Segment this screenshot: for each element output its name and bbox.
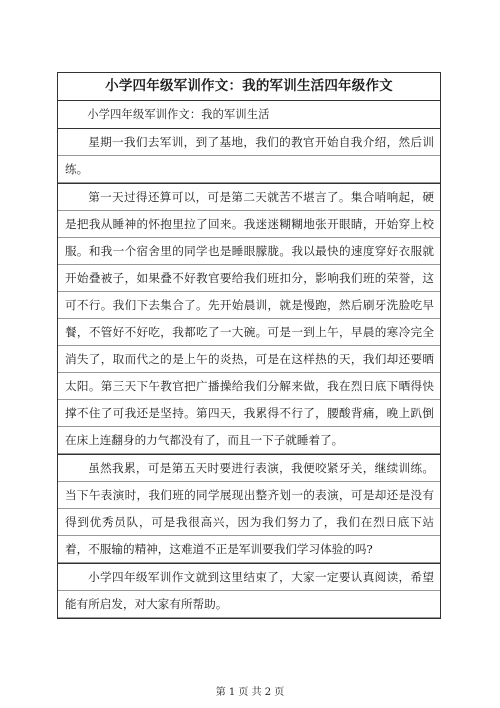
paragraph-2: 第一天过得还算可以，可是第二天就苦不堪言了。集合哨响起，硬是把我从睡神的怀抱里拉了回来。我迷迷糊糊地张开眼睛，开始穿上校服。和我一个宿舍里的同学也是睡眼朦胧。我以最快的速度穿好衣服就开始叠被子，如果叠不好教官要给我们班扣分，影响我们班的荣誉，这可不行。我们下去集合了。先开始晨训，就是慢跑，然后刷牙洗脸吃早餐，不管好不好吃，我都吃了一大碗。可是一到上午，早晨的寒冷完全消失了，取而代之的是上午的炎热，可是在这样热的天，我们却还要晒太阳。第三天下午教官把广播操给我们分解来做，我在烈日底下晒得快撑不住了可我还是坚持。第四天，我累得不行了，腰酸背痛，晚上趴倒在床上连翻身的力气都没有了，而且一下子就睡着了。 xyxy=(58,184,440,455)
document-table xyxy=(57,72,441,619)
document-title: 小学四年级军训作文：我的军训生活四年级作文 xyxy=(58,73,440,101)
paragraph-4: 小学四年级军训作文就到这里结束了，大家一定要认真阅读，希望能有所启发，对大家有所帮助。 xyxy=(58,564,440,618)
document-subtitle: 小学四年级军训作文：我的军训生活 xyxy=(58,101,440,129)
paragraph-3: 虽然我累，可是第五天时要进行表演，我便咬紧牙关，继续训练。当下午表演时，我们班的同学展现出整齐划一的表演，可是却还是没有得到优秀员队，可是我很高兴，因为我们努力了，我们在烈日底下站着，不服输的精神，这难道不正是军训要我们学习体验的吗? xyxy=(58,455,440,564)
paragraph-1: 星期一我们去军训，到了基地，我们的教官开始自我介绍，然后训练。 xyxy=(58,129,440,184)
page-indicator: 第 1 页 共 2 页 xyxy=(215,687,285,698)
